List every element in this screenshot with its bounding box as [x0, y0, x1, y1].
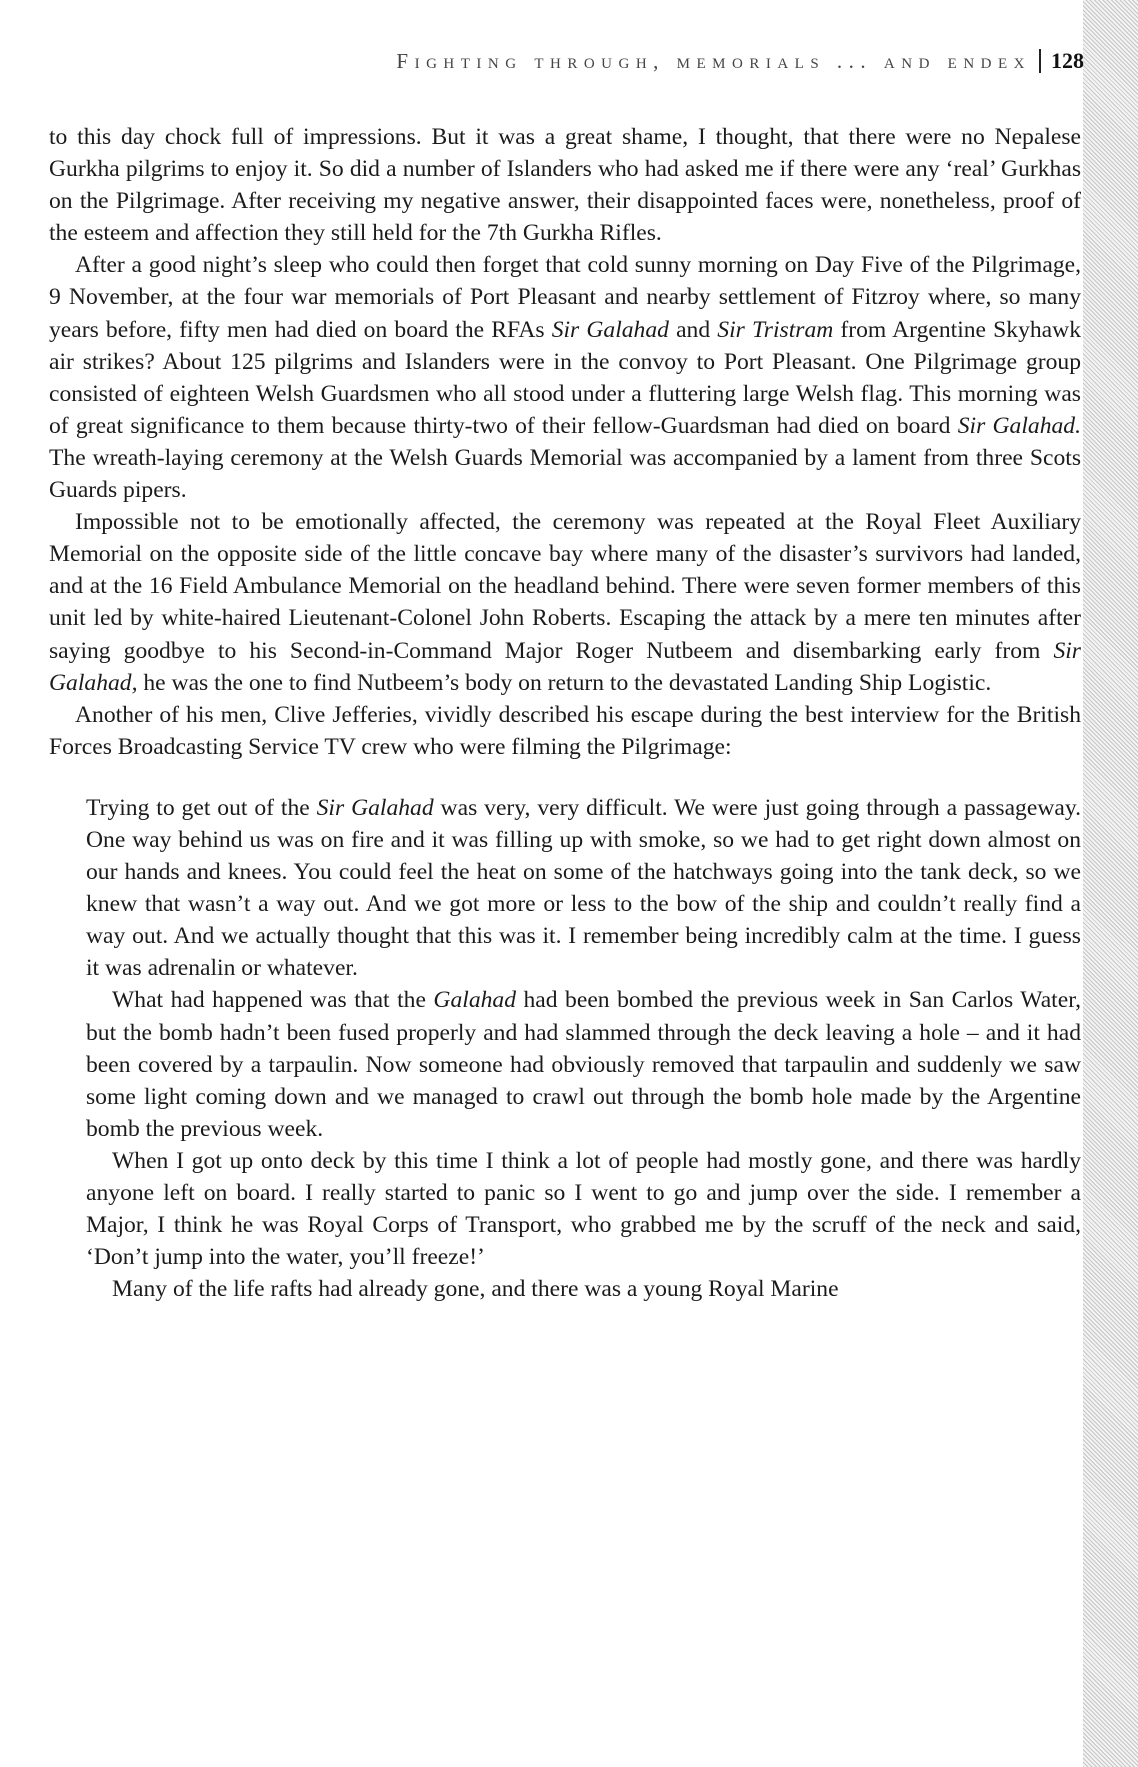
quote-ship-name: Sir Galahad — [316, 794, 434, 821]
ship-name-galahad: Sir Galahad — [551, 316, 669, 343]
paragraph-2 — [49, 249, 1081, 506]
p2-text-1: After a good night’s sleep who could then forget that cold sunny morning on Day Five of the Pilgrimage, 9 November, at the four war memorials of Port Pleasant and nearby settlement of Fitzroy where, so many years before, fifty men had died on board the RFAs — [49, 252, 1081, 343]
block-quote — [86, 792, 1081, 1306]
q1-text-2: was very, very difficult. We were just going through a passageway. One way behind us was on fire and it was filling up with smoke, so we had to get right down almost on our hands and knees. You could feel the heat on some of the hatchways going into the tank deck, so we knew that wasn’t a way out. And we got more or less to the bow of the ship and couldn’t really find a way out. And we actually thought that this was it. I remember being incredibly calm at the time. I guess it was adrenalin or whatever. — [86, 794, 1081, 982]
header-separator — [1039, 49, 1041, 73]
p3-text-1: Impossible not to be emotionally affected, the ceremony was repeated at the Royal Fleet Auxiliary Memorial on the opposite side of the little concave bay where many of the disaster’s survivors had landed, and at the 16 Field Ambulance Memorial on the headland behind. There were seven former members of this unit led by white-haired Lieutenant-Colonel John Roberts. Escaping the attack by a mere ten minutes after saying goodbye to his Second-in-Command Major Roger Nutbeem and disembarking early from — [49, 509, 1081, 664]
q2-text-2: had been bombed the previous week in San Carlos Water, but the bomb hadn’t been fused properly and had slammed through the deck leaving a hole – and it had been covered by a tarpaulin. Now someone had obviously removed that tarpaulin and suddenly we saw some light coming down and we managed to crawl out through the bomb hole made by the Argentine bomb the previous week. — [86, 987, 1081, 1142]
quote-ship-name-2: Galahad — [433, 987, 516, 1014]
quote-paragraph-2 — [86, 984, 1081, 1144]
p2-text-2: and — [668, 316, 718, 343]
q1-text-1: Trying to get out of the — [86, 794, 317, 821]
ship-name-tristram: Sir Tristram — [717, 316, 834, 343]
page-number: 128 — [1051, 48, 1084, 73]
quote-paragraph-1 — [86, 792, 1081, 985]
p3-text-2: he was the one to find Nutbeem’s body on return to the devastated Landing Ship Logistic. — [137, 669, 992, 696]
paragraph-3 — [49, 506, 1081, 699]
p2-text-4: The wreath-laying ceremony at the Welsh Guards Memorial was accompanied by a lament from three Scots Guards pipers. — [49, 444, 1081, 504]
paragraph-4: Another of his men, Clive Jefferies, vividly described his escape during the best interview for the British Forces Broadcasting Service TV crew who were filming the Pilgrimage: — [49, 701, 1081, 760]
ship-name-galahad-3: Sir Galahad, — [49, 637, 1081, 696]
quote-paragraph-3: When I got up onto deck by this time I think a lot of people had mostly gone, and there was hardly anyone left on board. I really started to panic so I went to go and jump over the side. I remember a Major, I think he was Royal Corps of Transport, who grabbed me by the scruff of the neck and said, ‘Don’t jump into the water, you’ll freeze!’ — [86, 1147, 1081, 1271]
page-edge-shadow — [1083, 0, 1138, 1767]
running-head: Fighting through, memorials ... and endex — [396, 49, 1031, 73]
paragraph-1: to this day chock full of impressions. But it was a great shame, I thought, that there were no Nepalese Gurkha pilgrims to enjoy it. So did a number of Islanders who had asked me if there were any ‘real’ Gurkhas on the Pilgrimage. After receiving my negative answer, their disappointed faces were, nonetheless, proof of the esteem and affection they still held for the 7th Gurkha Rifles. — [49, 124, 1081, 247]
quote-paragraph-4: Many of the life rafts had already gone, and there was a young Royal Marine — [112, 1276, 839, 1303]
page-header — [200, 48, 1084, 74]
p2-text-3: from Argentine Skyhawk air strikes? About 125 pilgrims and Islanders were in the convoy to Port Pleasant. One Pilgrimage group consisted of eighteen Welsh Guardsmen who all stood under a fluttering large Welsh flag. This morning was of great significance to them because thirty-two of their fellow-Guardsman had died on board — [49, 316, 1081, 439]
page-body — [49, 121, 1081, 1305]
q2-text-1: What had happened was that the — [112, 987, 434, 1014]
ship-name-galahad-2: Sir Galahad. — [957, 412, 1081, 439]
